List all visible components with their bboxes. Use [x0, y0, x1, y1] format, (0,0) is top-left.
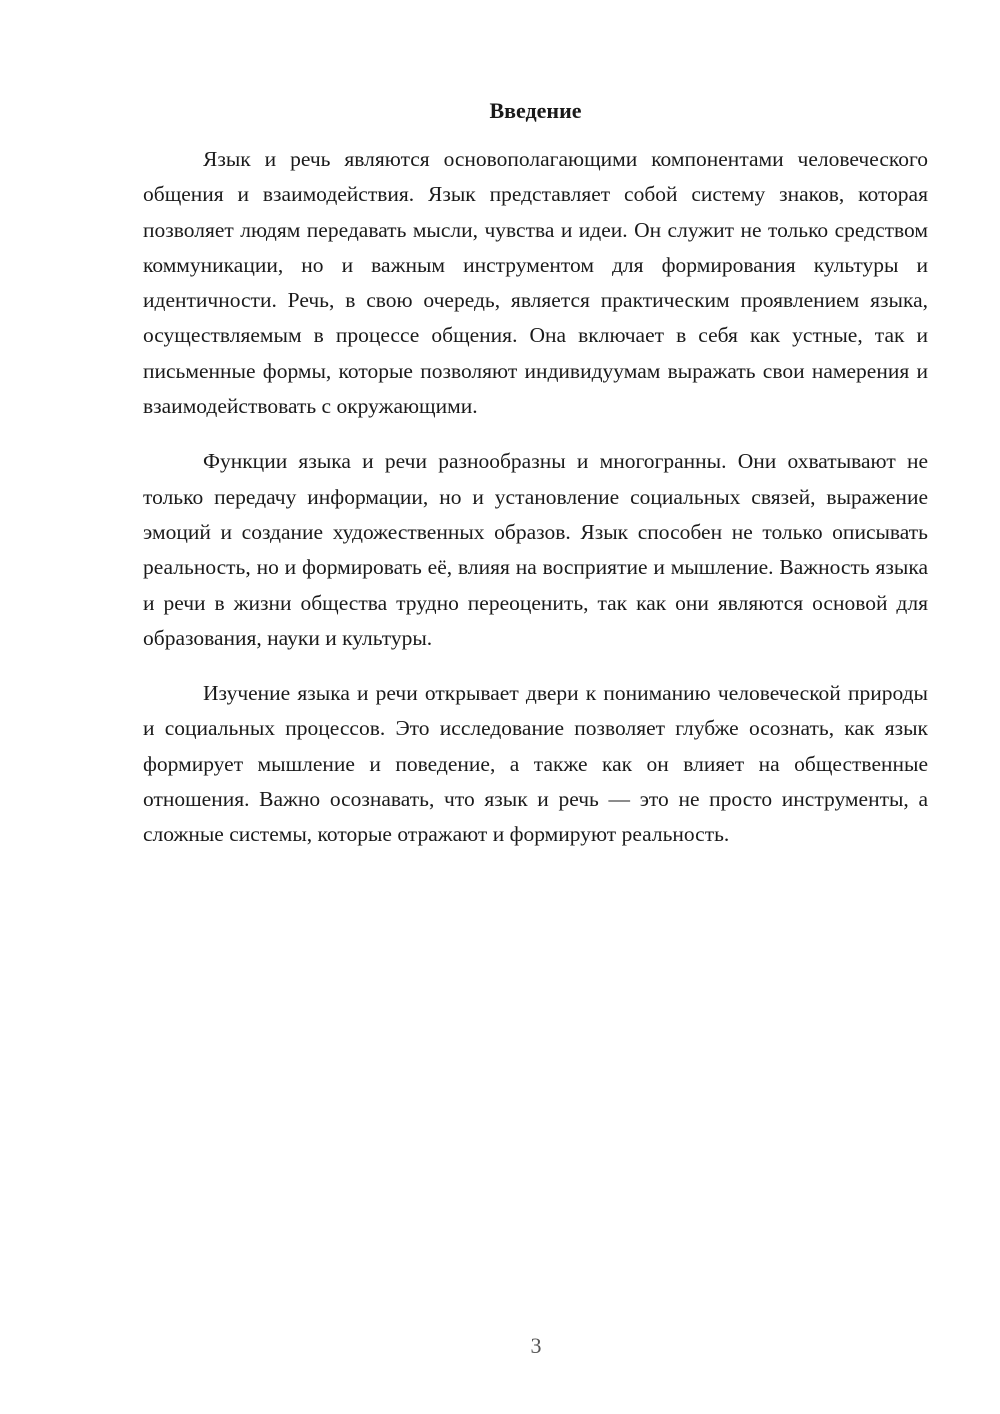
paragraph-3: Изучение языка и речи открывает двери к пониманию человеческой природы и социальных процессов. Это исследование позволяет глубже осознать, как язык формирует мышление и поведение, а также как он влияет на общественные отношения. Важно осознавать, что язык и речь — это не просто инструменты, а сложные системы, которые отражают и формируют реальность.	[143, 681, 928, 847]
section-heading: Введение	[489, 98, 582, 123]
page-number: 3	[530, 1333, 542, 1358]
body-text	[143, 142, 928, 873]
paragraph-1: Язык и речь являются основополагающими компонентами человеческого общения и взаимодействия. Язык представляет собой систему знаков, которая позволяет людям передавать мысли, чувства и идеи. Он служит не только средством коммуникации, но и важным инструментом для формирования культуры и идентичности. Речь, в свою очередь, является практическим проявлением языка, осуществляемым в процессе общения. Она включает в себя как устные, так и письменные формы, которые позволяют индивидуумам выражать свои намерения и взаимодействовать с окружающими.	[143, 147, 928, 419]
paragraph-2: Функции языка и речи разнообразны и многогранны. Они охватывают не только передачу информации, но и установление социальных связей, выражение эмоций и создание художественных образов. Язык способен не только описывать реальность, но и формировать её, влияя на восприятие и мышление. Важность языка и речи в жизни общества трудно переоценить, так как они являются основой для образования, науки и культуры.	[143, 449, 928, 650]
